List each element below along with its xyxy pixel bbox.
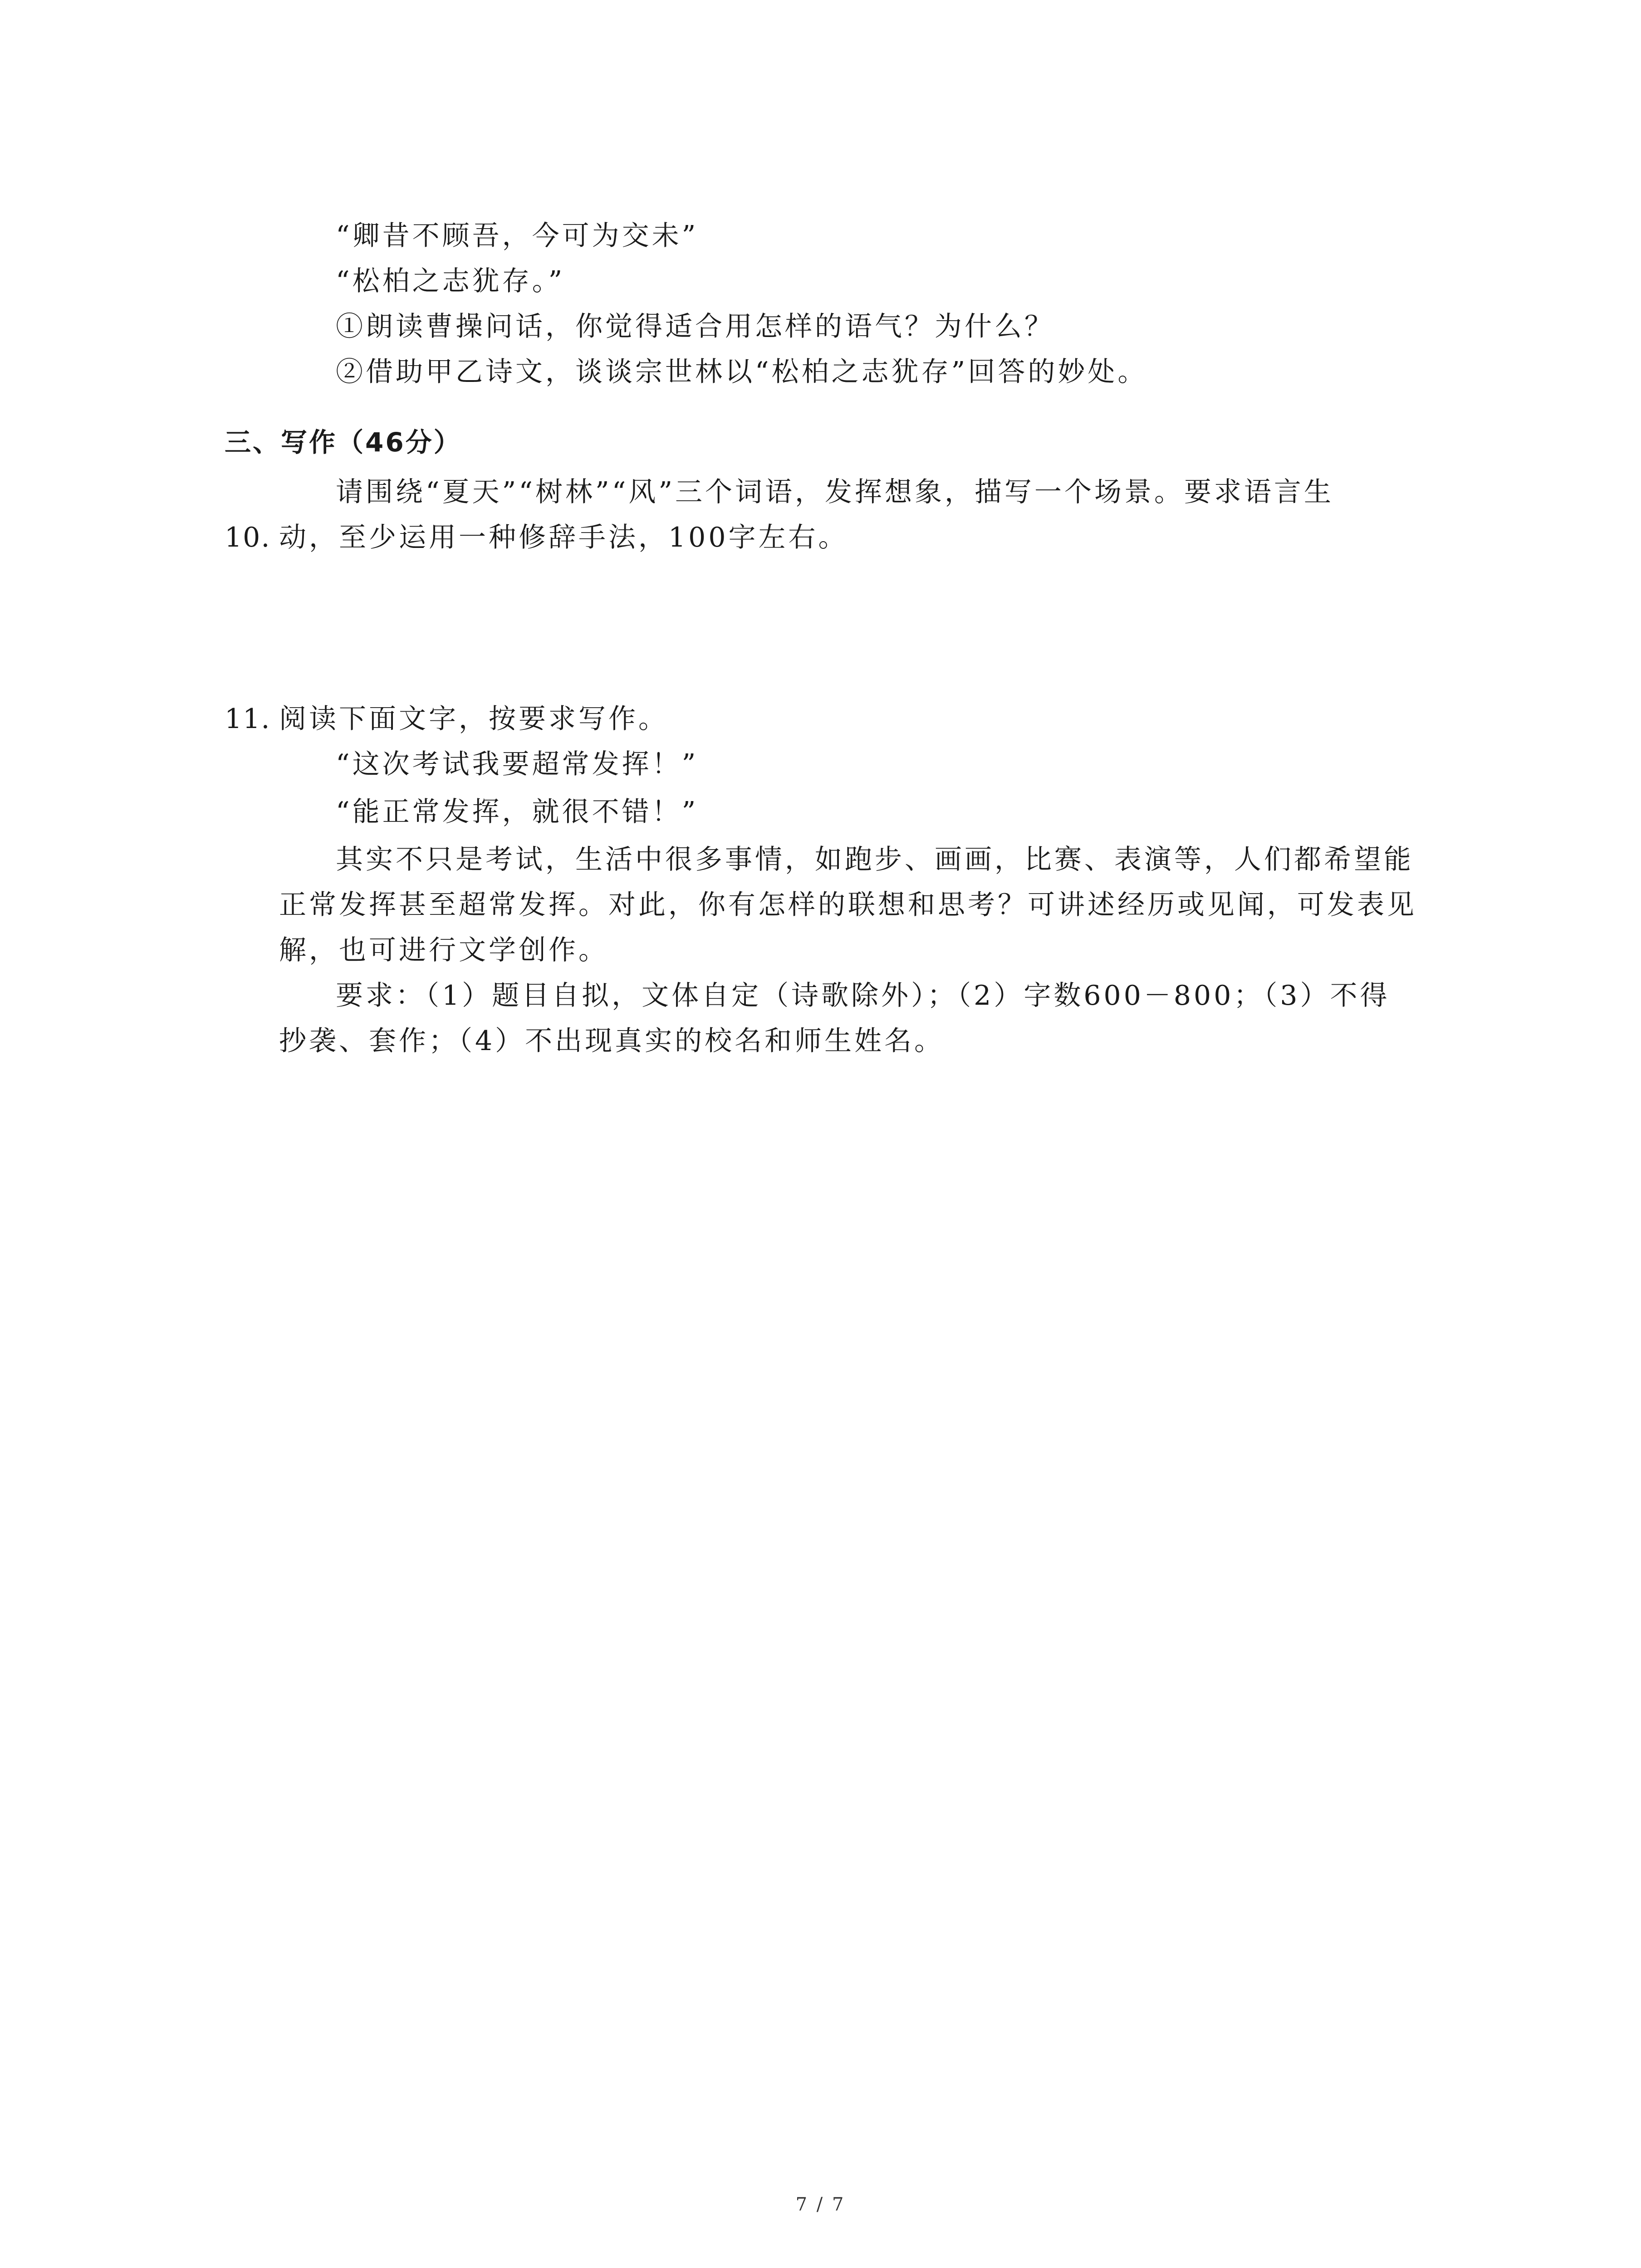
sub-question-2: ②借助甲乙诗文，谈谈宗世林以“松柏之志犹存”回答的妙处。 bbox=[336, 356, 1148, 388]
question-10-line-1: 请围绕“夏天”“树林”“风”三个词语，发挥想象，描写一个场景。要求语言生 bbox=[336, 476, 1334, 508]
quote-cao-cao: “卿昔不顾吾，今可为交未” bbox=[336, 220, 699, 252]
question-10-number: 10. bbox=[225, 522, 271, 553]
question-11-paragraph-line-3: 解，也可进行文学创作。 bbox=[279, 934, 608, 966]
question-11-quote-1: “这次考试我要超常发挥！” bbox=[336, 748, 699, 780]
section-three-heading: 三、写作（46分） bbox=[225, 427, 462, 458]
sub-question-1: ①朗读曹操问话，你觉得适合用怎样的语气？为什么？ bbox=[336, 311, 1054, 342]
question-11-requirements-line-2: 抄袭、套作；（4）不出现真实的校名和师生姓名。 bbox=[279, 1025, 945, 1057]
question-10-line-2: 动，至少运用一种修辞手法，100字左右。 bbox=[279, 522, 848, 553]
quote-zong-shilin: “松柏之志犹存。” bbox=[336, 265, 565, 297]
question-11-requirements-line-1: 要求：（1）题目自拟，文体自定（诗歌除外）；（2）字数600－800；（3）不得 bbox=[336, 980, 1390, 1012]
question-11-paragraph-line-1: 其实不只是考试，生活中很多事情，如跑步、画画，比赛、表演等，人们都希望能 bbox=[336, 844, 1414, 875]
question-11-number: 11. bbox=[225, 703, 271, 735]
question-11-quote-2: “能正常发挥，就很不错！” bbox=[336, 796, 699, 828]
question-11-intro: 阅读下面文字，按要求写作。 bbox=[279, 703, 668, 735]
question-11-paragraph-line-2: 正常发挥甚至超常发挥。对此，你有怎样的联想和思考？可讲述经历或见闻，可发表见 bbox=[279, 889, 1417, 921]
page-number: 7 / 7 bbox=[795, 2194, 846, 2215]
